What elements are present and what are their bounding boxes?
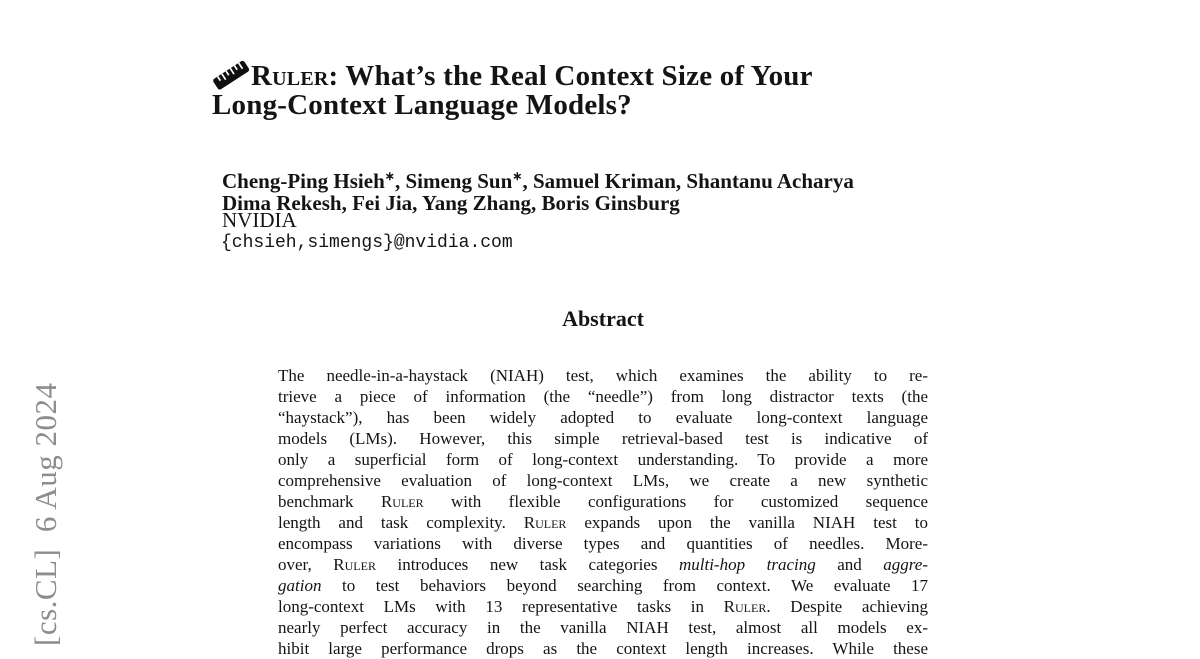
abstract-line: trieve a piece of information (the “needle”) from long distractor texts (the <box>278 387 928 406</box>
author-list <box>222 165 854 214</box>
arxiv-watermark: [cs.CL] 6 Aug 2024 <box>28 382 63 646</box>
authors-line: Dima Rekesh, Fei Jia, Yang Zhang, Boris Ginsburg <box>222 191 680 215</box>
abstract-line: models (LMs). However, this simple retrieval-based test is indicative of <box>278 429 928 448</box>
abstract-line: “haystack”), has been widely adopted to evaluate long-context language <box>278 408 928 427</box>
paper-title <box>212 59 813 120</box>
abstract-line: comprehensive evaluation of long-context LMs, we create a new synthetic <box>278 471 928 490</box>
abstract-line: benchmark Ruler with flexible configurations for customized sequence <box>278 492 928 511</box>
contact-email: {chsieh,simengs}@nvidia.com <box>221 233 513 253</box>
abstract-line: long-context LMs with 13 representative tasks in Ruler. Despite achieving <box>278 597 928 616</box>
title-text: Ruler: What’s the Real Context Size of Your <box>251 60 813 92</box>
authors-line: Cheng-Ping Hsieh∗, Simeng Sun∗, Samuel Kriman, Shantanu Acharya <box>222 169 854 193</box>
abstract-line: hibit large performance drops as the context length increases. While these <box>278 639 928 658</box>
abstract-line: only a superficial form of long-context understanding. To provide a more <box>278 450 928 469</box>
abstract-line: over, Ruler introduces new task categories multi-hop tracing and aggre- <box>278 555 928 574</box>
abstract-line: gation to test behaviors beyond searching from context. We evaluate 17 <box>278 576 928 595</box>
abstract-line: length and task complexity. Ruler expands upon the vanilla NIAH test to <box>278 513 928 532</box>
abstract-line: encompass variations with diverse types and quantities of needles. More- <box>278 534 928 553</box>
affiliation: NVIDIA <box>222 208 297 232</box>
title-line: Long-Context Language Models? <box>212 89 632 121</box>
abstract-heading: Abstract <box>562 306 644 331</box>
abstract-line: The needle-in-a-haystack (NIAH) test, which examines the ability to re- <box>278 366 928 385</box>
ruler-icon <box>212 59 250 91</box>
abstract-line: nearly perfect accuracy in the vanilla NIAH test, almost all models ex- <box>278 618 928 637</box>
title-line <box>212 59 813 91</box>
abstract-body <box>278 365 928 659</box>
